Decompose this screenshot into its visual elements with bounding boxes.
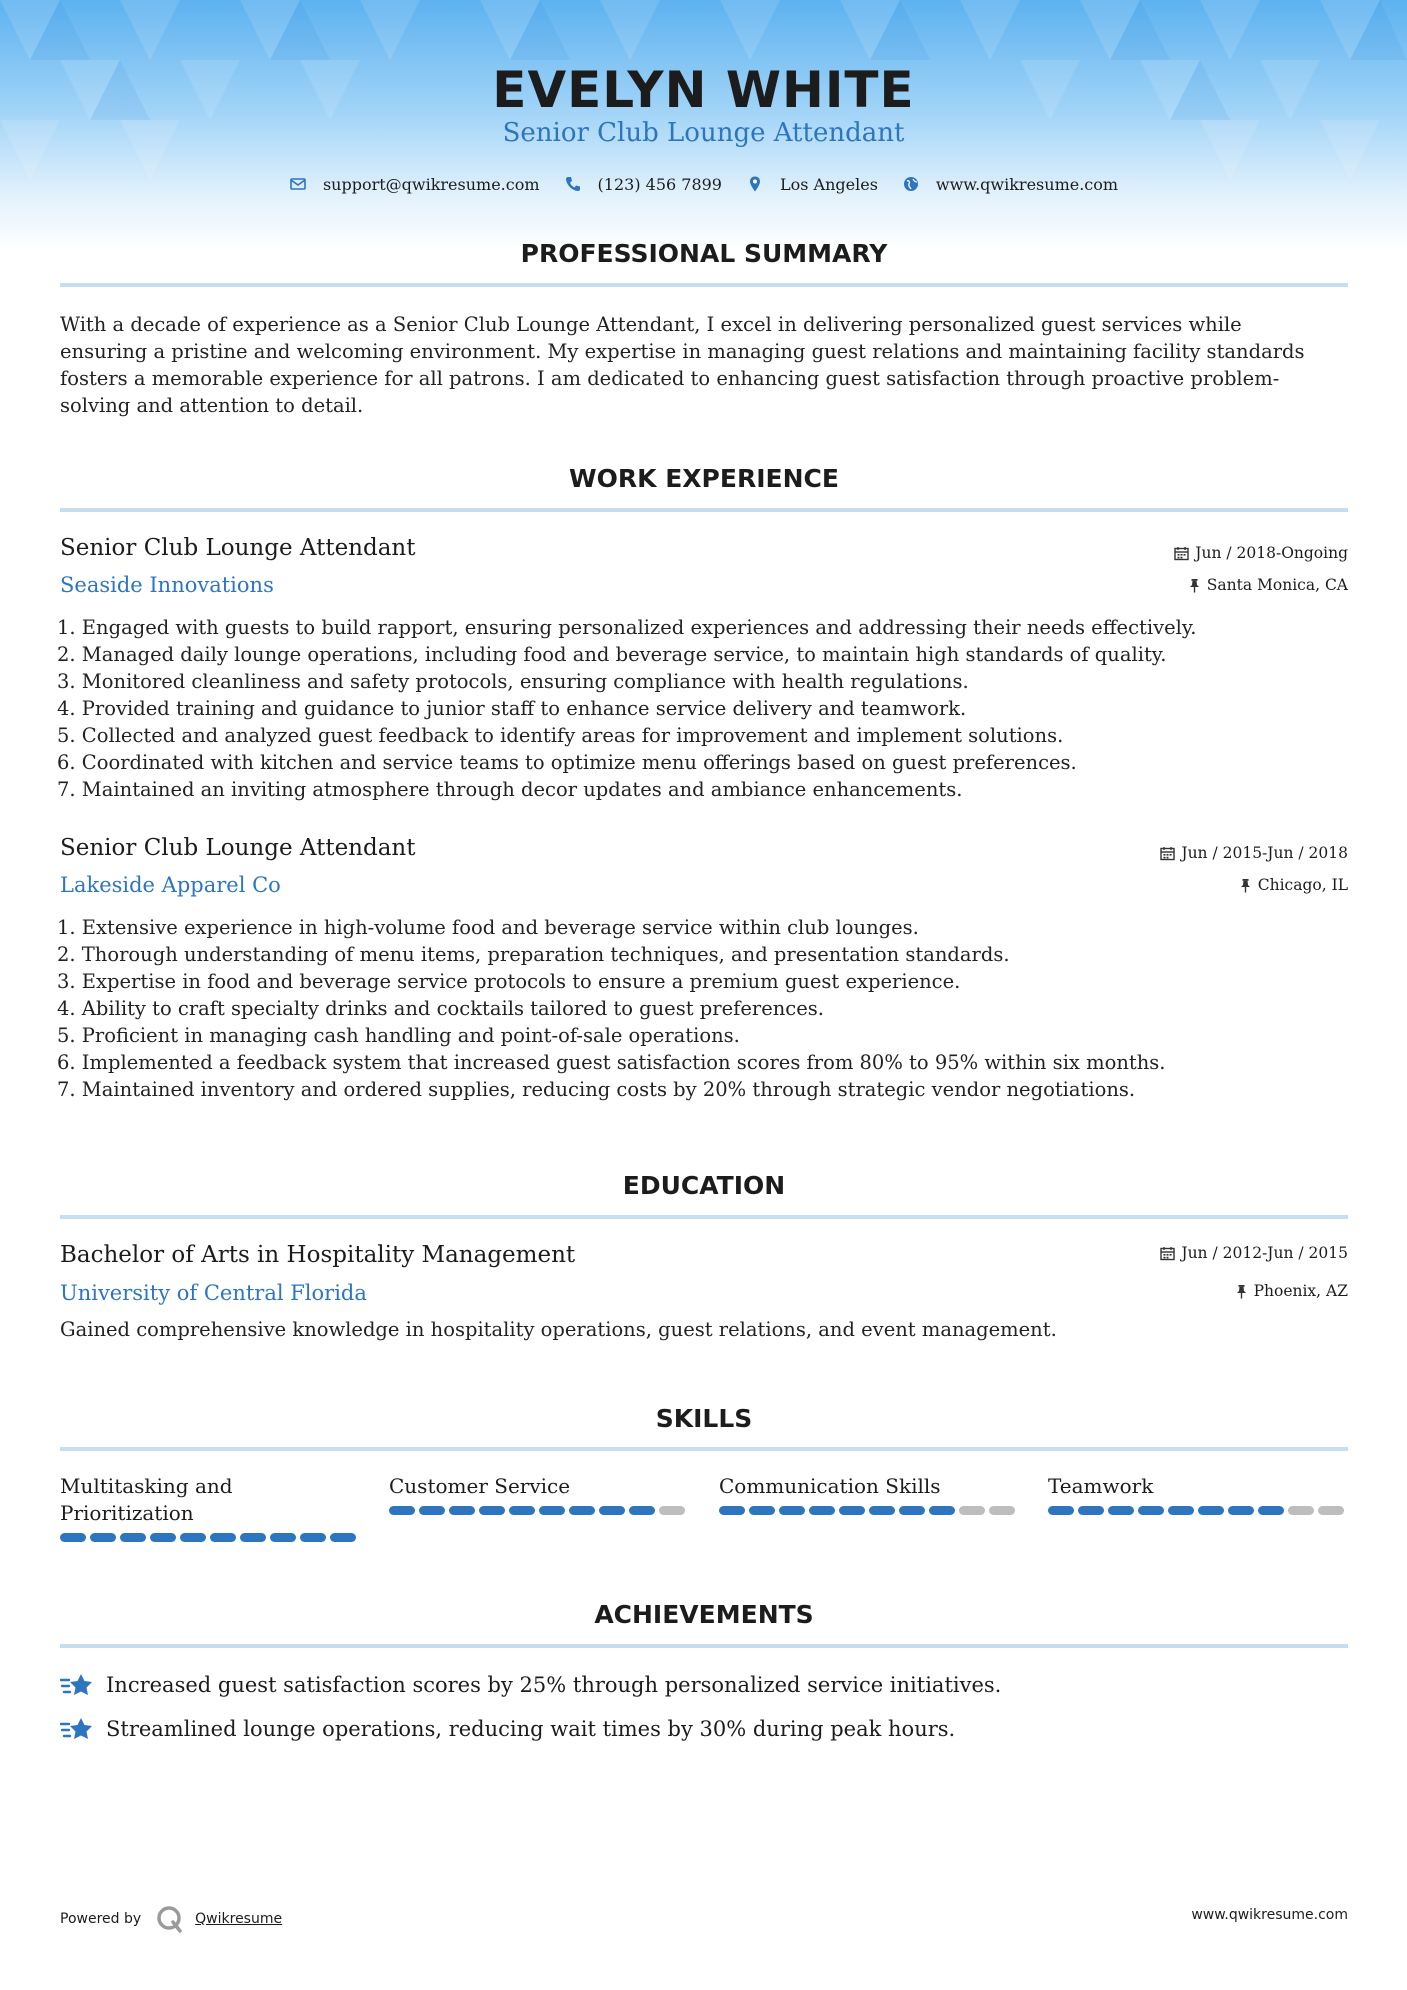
skill-level-segment <box>1228 1506 1254 1515</box>
education-date <box>1160 1242 1348 1264</box>
qwikresume-logo-icon <box>155 1904 185 1934</box>
skill-level-segment <box>90 1533 116 1542</box>
summary-divider <box>60 283 1348 287</box>
candidate-name: EVELYN WHITE <box>492 61 915 119</box>
achievements-heading: ACHIEVEMENTS <box>594 1600 814 1629</box>
skill-level-segment <box>869 1506 895 1515</box>
skill-level-segment <box>449 1506 475 1515</box>
education-heading: EDUCATION <box>622 1171 786 1200</box>
job-bullet: 1. Engaged with guests to build rapport, ensuring personalized experiences and addressing their needs effectively. <box>57 616 1197 639</box>
skill-level-bar <box>1048 1506 1348 1515</box>
candidate-role: Senior Club Lounge Attendant <box>502 118 905 148</box>
skill-level-bar <box>60 1533 360 1542</box>
skill-level-segment <box>989 1506 1015 1515</box>
education-date-text: Jun / 2012-Jun / 2015 <box>1181 1244 1348 1262</box>
job-bullet: 5. Collected and analyzed guest feedback to identify areas for improvement and implement solutions. <box>57 724 1064 747</box>
job-location-text: Chicago, IL <box>1257 876 1348 894</box>
skill-level-segment <box>839 1506 865 1515</box>
phone-icon <box>564 175 582 193</box>
skill-level-segment <box>659 1506 685 1515</box>
skill-name: Customer Service <box>389 1474 571 1498</box>
skills-divider <box>60 1447 1348 1451</box>
job-bullet: 7. Maintained inventory and ordered supplies, reducing costs by 20% through strategic vendor negotiations. <box>57 1078 1136 1101</box>
job-title: Senior Club Lounge Attendant <box>60 535 416 561</box>
skill-name-line: Prioritization <box>60 1501 194 1525</box>
skill-level-segment <box>120 1533 146 1542</box>
degree-title: Bachelor of Arts in Hospitality Management <box>60 1242 576 1268</box>
job-bullets <box>57 614 1357 803</box>
skill-level-segment <box>629 1506 655 1515</box>
school-name: University of Central Florida <box>60 1281 367 1305</box>
job-bullet: 6. Coordinated with kitchen and service teams to optimize menu offerings based on guest preferences. <box>57 751 1077 774</box>
job-bullet: 7. Maintained an inviting atmosphere through decor updates and ambiance enhancements. <box>57 778 963 801</box>
contact-email[interactable] <box>289 175 540 194</box>
skill-level-segment <box>270 1533 296 1542</box>
pushpin-icon <box>1239 878 1252 893</box>
job-bullet: 2. Thorough understanding of menu items, preparation techniques, and presentation standards. <box>57 943 1010 966</box>
contact-location-text: Los Angeles <box>779 174 878 194</box>
skill-level-segment <box>60 1533 86 1542</box>
skill-level-segment <box>240 1533 266 1542</box>
job-bullet: 2. Managed daily lounge operations, including food and beverage service, to maintain high standards of quality. <box>57 643 1167 666</box>
job-bullet: 1. Extensive experience in high-volume food and beverage service within club lounges. <box>57 916 919 939</box>
achievement-text: Streamlined lounge operations, reducing wait times by 30% during peak hours. <box>106 1717 956 1741</box>
envelope-icon <box>289 175 307 193</box>
map-pin-icon <box>746 175 764 193</box>
skill-name <box>60 1473 360 1527</box>
star-icon <box>60 1715 94 1743</box>
skill-level-segment <box>479 1506 505 1515</box>
skill-item <box>1048 1473 1348 1515</box>
skill-level-segment <box>539 1506 565 1515</box>
summary-line: fosters a memorable experience for all patrons. I am dedicated to enhancing guest satisfaction through proactive problem- <box>60 367 1280 390</box>
skill-item <box>60 1473 360 1542</box>
skill-level-segment <box>1048 1506 1074 1515</box>
skill-level-segment <box>1078 1506 1104 1515</box>
job-bullet: 4. Provided training and guidance to junior staff to enhance service delivery and teamwork. <box>57 697 967 720</box>
achievement-item <box>60 1670 1001 1700</box>
skill-level-segment <box>1258 1506 1284 1515</box>
skill-level-segment <box>1138 1506 1164 1515</box>
education-location-text: Phoenix, AZ <box>1253 1282 1348 1300</box>
skill-level-segment <box>809 1506 835 1515</box>
job-location-text: Santa Monica, CA <box>1206 576 1348 594</box>
skill-level-segment <box>929 1506 955 1515</box>
contact-location <box>746 175 878 194</box>
brand-link[interactable]: Qwikresume <box>195 1911 283 1927</box>
skill-level-segment <box>1198 1506 1224 1515</box>
achievement-text: Increased guest satisfaction scores by 25% through personalized service initiatives. <box>106 1673 1002 1697</box>
achievement-item <box>60 1714 955 1744</box>
pushpin-icon <box>1188 578 1201 593</box>
contact-phone-text: (123) 456 7899 <box>597 174 722 194</box>
skill-item <box>719 1473 1019 1515</box>
summary-text <box>60 311 1350 419</box>
job-bullet: 4. Ability to craft specialty drinks and cocktails tailored to guest preferences. <box>57 997 824 1020</box>
skill-level-segment <box>899 1506 925 1515</box>
skill-level-segment <box>150 1533 176 1542</box>
job-bullet: 6. Implemented a feedback system that increased guest satisfaction scores from 80% to 95% within six months. <box>57 1051 1166 1074</box>
job-bullet: 5. Proficient in managing cash handling and point-of-sale operations. <box>57 1024 740 1047</box>
pushpin-icon <box>1235 1284 1248 1299</box>
job-bullets <box>57 914 1357 1103</box>
footer-site-link[interactable]: www.qwikresume.com <box>1191 1907 1348 1923</box>
skill-level-segment <box>959 1506 985 1515</box>
job-company: Lakeside Apparel Co <box>60 873 281 897</box>
contact-website[interactable] <box>902 175 1118 194</box>
skill-item <box>389 1473 689 1515</box>
skill-level-segment <box>210 1533 236 1542</box>
experience-heading: WORK EXPERIENCE <box>569 464 839 493</box>
globe-icon <box>902 175 920 193</box>
job-date <box>1160 842 1348 864</box>
skill-level-segment <box>300 1533 326 1542</box>
summary-heading: PROFESSIONAL SUMMARY <box>520 239 888 268</box>
contact-email-text: support@qwikresume.com <box>322 174 540 194</box>
summary-line: With a decade of experience as a Senior Club Lounge Attendant, I excel in delivering personalized guest services while <box>60 313 1242 336</box>
skill-level-bar <box>389 1506 689 1515</box>
job-company: Seaside Innovations <box>60 573 274 597</box>
education-location <box>1235 1280 1348 1302</box>
skill-level-segment <box>1168 1506 1194 1515</box>
job-location <box>1239 874 1348 896</box>
calendar-icon <box>1160 1246 1175 1261</box>
skill-level-segment <box>419 1506 445 1515</box>
skill-level-segment <box>569 1506 595 1515</box>
skill-level-segment <box>1108 1506 1134 1515</box>
skill-level-segment <box>389 1506 415 1515</box>
job-bullet: 3. Expertise in food and beverage service protocols to ensure a premium guest experience. <box>57 970 961 993</box>
skill-level-bar <box>719 1506 1019 1515</box>
achievements-divider <box>60 1644 1348 1648</box>
skill-level-segment <box>779 1506 805 1515</box>
skill-level-segment <box>1318 1506 1344 1515</box>
education-description: Gained comprehensive knowledge in hospitality operations, guest relations, and event management. <box>60 1318 1057 1341</box>
skill-level-segment <box>509 1506 535 1515</box>
skill-level-segment <box>749 1506 775 1515</box>
summary-line: ensuring a pristine and welcoming environment. My expertise in managing guest relations and maintaining facility standards <box>60 340 1305 363</box>
summary-line: solving and attention to detail. <box>60 394 364 417</box>
job-title: Senior Club Lounge Attendant <box>60 835 416 861</box>
calendar-icon <box>1174 546 1189 561</box>
contact-bar <box>0 172 1407 196</box>
skill-name-line: Multitasking and <box>60 1474 233 1498</box>
star-icon <box>60 1671 94 1699</box>
job-bullet: 3. Monitored cleanliness and safety protocols, ensuring compliance with health regulations. <box>57 670 969 693</box>
skill-level-segment <box>599 1506 625 1515</box>
skill-level-segment <box>1288 1506 1314 1515</box>
job-date <box>1174 542 1348 564</box>
job-date-text: Jun / 2018-Ongoing <box>1195 544 1348 562</box>
job-date-text: Jun / 2015-Jun / 2018 <box>1181 844 1348 862</box>
education-divider <box>60 1215 1348 1219</box>
footer-powered <box>60 1904 282 1934</box>
skill-name: Communication Skills <box>719 1474 941 1498</box>
skill-level-segment <box>719 1506 745 1515</box>
skills-heading: SKILLS <box>655 1404 753 1433</box>
skill-level-segment <box>330 1533 356 1542</box>
contact-phone[interactable] <box>564 175 722 194</box>
job-location <box>1188 574 1348 596</box>
skill-level-segment <box>180 1533 206 1542</box>
contact-website-text: www.qwikresume.com <box>935 174 1119 194</box>
experience-divider <box>60 508 1348 512</box>
powered-by-label: Powered by <box>60 1911 142 1927</box>
calendar-icon <box>1160 846 1175 861</box>
skill-name: Teamwork <box>1048 1474 1154 1498</box>
